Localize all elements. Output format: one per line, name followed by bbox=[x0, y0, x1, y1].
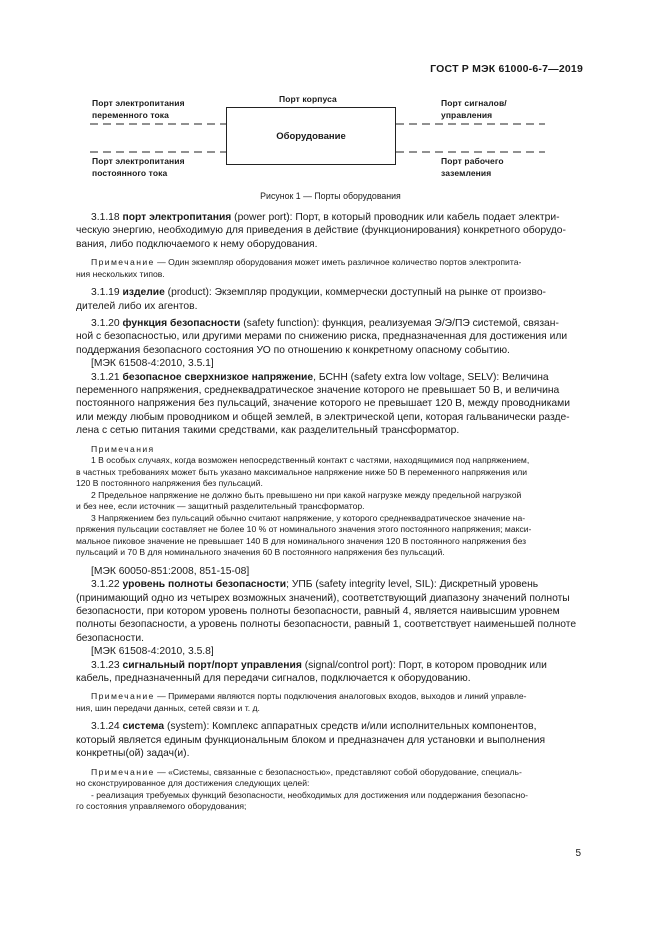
document-body bbox=[76, 211, 581, 813]
signal-port-label: Порт сигналов/ управления bbox=[441, 98, 507, 120]
definition-3-1-22: [МЭК 60050-851:2008, 851-15-08] 3.1.22 уровень полноты безопасности; УПБ (safety integrity level, SIL): Дискретный уровень (принимающий одно из четырех возможных значений), соответствующий диапазону значений полноты безопасности, при котором уровень полноты безопасности, равный 4, является наивысшим уровнем полноты безопасности, а уровень полноты безопасности, равный 1, соответствует наименьшей полноте безопасности. [МЭК 61508-4:2010, 3.5.8] bbox=[76, 565, 577, 658]
definition-3-1-18: 3.1.18 порт электропитания (power port): Порт, в который проводник или кабель подает электри- ческую энергию, необходимую для приведения в действие (функционирования) конкретного оборудо- вания, либо подключаемого к нему оборудования. bbox=[76, 212, 566, 250]
page-number: 5 bbox=[575, 848, 581, 859]
note-3-1-18: Примечание — Один экземпляр оборудования может иметь различное количество портов электропита- ния нескольких типов. bbox=[76, 257, 522, 279]
figure-equipment-ports bbox=[0, 0, 661, 200]
figure-caption: Рисунок 1 — Порты оборудования bbox=[260, 191, 401, 201]
definition-3-1-20: 3.1.20 функция безопасности (safety function): функция, реализуемая Э/Э/ПЭ системой, связан- ной с безопасностью, или другими мерами по снижению риска, предназначенная для достижения или поддержания безопасного состояния УО по отношению к конкретному опасному событию. [МЭК 61508-4:2010, 3.5.1] bbox=[76, 318, 568, 370]
definition-3-1-21: 3.1.21 безопасное сверхнизкое напряжение, БСНН (safety extra low voltage, SELV): Величина переменного напряжения, среднеквадратическое значение которого не превышает 50 В, и величина постоянного напряжения без пульсаций, значение которого не превышает 120 В, между проводниками или между любым проводником и общей землей, в электрической цепи, которая гальванически разде- лена с сетью питания такими средствами, как разделительный трансформатор. bbox=[76, 371, 570, 437]
definition-3-1-23: 3.1.23 сигнальный порт/порт управления (signal/control port): Порт, в котором проводник или кабель, предназначенный для передачи сигналов, подключается к оборудованию. bbox=[76, 659, 547, 684]
ac-power-port-label: Порт электропитания переменного тока bbox=[92, 98, 185, 120]
enclosure-port-label: Порт корпуса bbox=[279, 94, 337, 104]
note-3-1-24: Примечание — «Системы, связанные с безопасностью», представляют собой оборудование, специаль- но сконструированное для достижения следующих целей: - реализация требуемых функций безопасности, необходимых для достижения или поддержания безопасно- го состояния управляемого оборудования; bbox=[76, 766, 528, 812]
definition-3-1-24: 3.1.24 система (system): Комплекс аппаратных средств и/или исполнительных компонентов, который является единым функциональным блоком и предназначен для установки и выполнения конкретны(ой) задач(и). bbox=[76, 721, 546, 760]
note-3-1-23: Примечание — Примерами являются порты подключения аналоговых входов, выходов и линий управле- ния, шин передачи данных, сетей связи и т. д. bbox=[76, 691, 527, 713]
equipment-label: Оборудование bbox=[276, 131, 346, 142]
notes-3-1-21: Примечания 1 В особых случаях, когда возможен непосредственный контакт с частями, находящимися под напряжением, в частных требованиях может быть указано максимальное напряжение ниже 50 В переменного напряжения или 120 В постоянного напряжения без пульсаций. 2 Предельное напряжение не должно быть превышено ни при какой нагрузке между предельной нагрузкой и без нее, если источник — защитный разделительный трансформатор. 3 Напряжением без пульсаций обычно считают напряжение, у которого среднеквадратическое значение на- пряжения пульсации составляет не более 10 % от номинального значения этого постоянного напряжения; макси- мальное пиковое значение не превышает 140 В для номинального значения 120 В постоянного напряжения без пульсаций и 70 В для номинального значения 60 В постоянного напряжения без пульсаций. bbox=[76, 443, 532, 558]
page-header: ГОСТ Р МЭК 61000-6-7—2019 bbox=[430, 63, 583, 75]
dc-power-port-label: Порт электропитания постоянного тока bbox=[92, 156, 185, 178]
earth-port-label: Порт рабочего заземления bbox=[441, 156, 504, 178]
definition-3-1-19: 3.1.19 изделие (product): Экземпляр продукции, коммерчески доступный на рынке от произво- дителей либо их агентов. bbox=[76, 287, 546, 312]
